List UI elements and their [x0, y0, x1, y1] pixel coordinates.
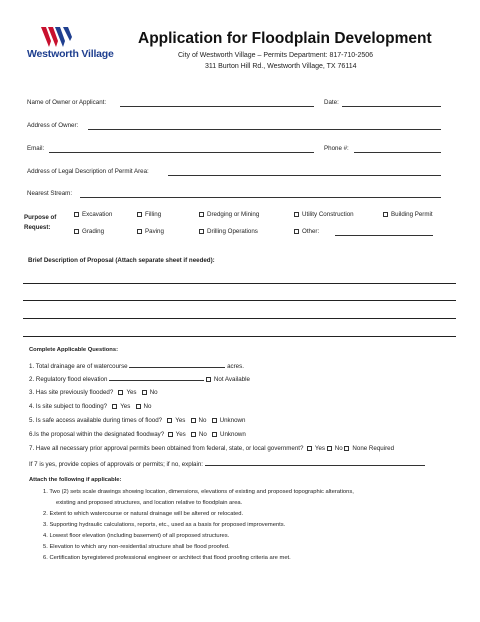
- question-1: 1. Total drainage are of watercourse acres.: [29, 363, 244, 370]
- date-label: Date:: [324, 99, 339, 106]
- date-field[interactable]: [342, 106, 441, 107]
- owner-name-field[interactable]: [120, 106, 314, 107]
- phone-label: Phone #:: [324, 145, 349, 152]
- checkbox-building-permit[interactable]: Building Permit: [383, 211, 433, 218]
- proposal-line-4[interactable]: [23, 336, 456, 337]
- attach-item-5: 5. Elevation to which any non-residential structure shall be flood proofed.: [43, 544, 230, 550]
- checkbox-paving[interactable]: Paving: [137, 228, 164, 235]
- drainage-area-field[interactable]: [129, 362, 225, 368]
- page-title: Application for Floodplain Development: [138, 30, 432, 47]
- checkbox-icon: [199, 229, 204, 234]
- purpose-label-line-1: Purpose of: [24, 214, 57, 221]
- checkbox-utility[interactable]: Utility Construction: [294, 211, 354, 218]
- checkbox-icon: [74, 212, 79, 217]
- checkbox-drilling[interactable]: Drilling Operations: [199, 228, 258, 235]
- flood-elevation-field[interactable]: [109, 375, 204, 381]
- attach-item-6: 6. Certification byregistered professional engineer or architect that flood proofing criteria are met.: [43, 555, 291, 561]
- question-7-explain: If 7 is yes, provide copies of approvals or permits; if no, explain:: [29, 460, 425, 468]
- checkbox-icon[interactable]: [118, 390, 123, 395]
- owner-address-label: Address of Owner:: [27, 122, 79, 129]
- logo: [27, 27, 114, 67]
- owner-name-label: Name of Owner or Applicant:: [27, 99, 107, 106]
- email-field[interactable]: [49, 152, 314, 153]
- nearest-stream-field[interactable]: [80, 197, 441, 198]
- checkbox-icon: [137, 229, 142, 234]
- explain-field[interactable]: [205, 460, 425, 466]
- checkbox-icon: [294, 212, 299, 217]
- attach-item-2: 2. Extent to which watercourse or natural drainage will be altered or relocated.: [43, 511, 244, 517]
- attach-item-1: 1. Two (2) sets scale drawings showing location, dimensions, elevations of existing and proposed topographic alterations,: [43, 489, 354, 495]
- owner-address-field[interactable]: [88, 129, 441, 130]
- subtitle-line-2: 311 Burton Hill Rd., Westworth Village, TX 76114: [205, 63, 357, 70]
- checkbox-icon: [383, 212, 388, 217]
- purpose-label-line-2: Request:: [24, 224, 51, 231]
- checkbox-icon[interactable]: [191, 418, 196, 423]
- checkbox-grading[interactable]: Grading: [74, 228, 104, 235]
- checkbox-icon[interactable]: [307, 446, 312, 451]
- questions-heading: Complete Applicable Questions:: [29, 347, 119, 353]
- proposal-line-1[interactable]: [23, 283, 456, 284]
- attach-item-1-cont: existing and proposed structures, and location relative to floodplain area.: [56, 500, 243, 506]
- attach-item-4: 4. Lowest floor elevation (including basement) of all proposed structures.: [43, 533, 230, 539]
- checkbox-dredging[interactable]: Dredging or Mining: [199, 211, 259, 218]
- attach-heading: Attach the following if applicable:: [29, 477, 122, 483]
- checkbox-other[interactable]: Other:: [294, 228, 319, 235]
- question-4: 4. Is site subject to flooding? Yes No: [29, 403, 152, 410]
- checkbox-icon: [74, 229, 79, 234]
- proposal-line-3[interactable]: [23, 318, 456, 319]
- question-2: 2. Regulatory flood elevation Not Available: [29, 376, 250, 383]
- checkbox-icon: [199, 212, 204, 217]
- checkbox-icon: [137, 212, 142, 217]
- legal-description-label: Address of Legal Description of Permit Area:: [27, 168, 149, 175]
- proposal-line-2[interactable]: [23, 300, 456, 301]
- phone-field[interactable]: [354, 152, 441, 153]
- email-label: Email:: [27, 145, 45, 152]
- checkbox-icon[interactable]: [344, 446, 349, 451]
- checkbox-icon[interactable]: [142, 390, 147, 395]
- checkbox-filling[interactable]: Filling: [137, 211, 161, 218]
- checkbox-icon[interactable]: [167, 418, 172, 423]
- other-field[interactable]: [335, 235, 433, 236]
- checkbox-icon[interactable]: [112, 404, 117, 409]
- question-5: 5. Is safe access available during times of flood? Yes No Unknown: [29, 417, 246, 424]
- checkbox-icon: [294, 229, 299, 234]
- checkbox-icon[interactable]: [168, 432, 173, 437]
- legal-description-field[interactable]: [168, 175, 441, 176]
- checkbox-icon[interactable]: [327, 446, 332, 451]
- checkbox-icon[interactable]: [136, 404, 141, 409]
- nearest-stream-label: Nearest Stream:: [27, 190, 73, 197]
- checkbox-icon[interactable]: [191, 432, 196, 437]
- logo-text: Westworth Village: [27, 48, 114, 60]
- question-7: 7. Have all necessary prior approval permits been obtained from federal, state, or local government? Yes No None Required: [29, 445, 395, 452]
- question-3: 3. Has site previously flooded? Yes No: [29, 389, 158, 396]
- subtitle-line-1: City of Westworth Village – Permits Department: 817-710-2506: [178, 52, 374, 59]
- checkbox-icon[interactable]: [206, 377, 211, 382]
- logo-mark-icon: [41, 27, 73, 47]
- attach-item-3: 3. Supporting hydraulic calculations, reports, etc., used as a basis for proposed improvements.: [43, 522, 286, 528]
- checkbox-icon[interactable]: [212, 432, 217, 437]
- checkbox-icon[interactable]: [212, 418, 217, 423]
- question-6: 6.Is the proposal within the designated floodway? Yes No Unknown: [29, 431, 246, 438]
- checkbox-excavation[interactable]: Excavation: [74, 211, 112, 218]
- proposal-heading: Brief Description of Proposal (Attach separate sheet if needed):: [28, 257, 215, 264]
